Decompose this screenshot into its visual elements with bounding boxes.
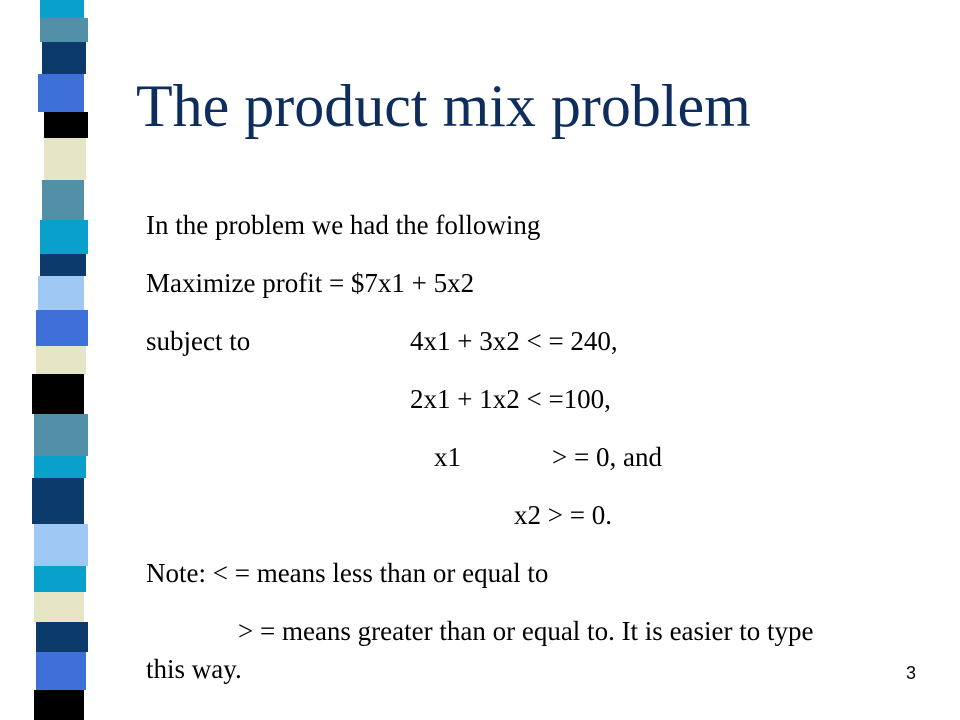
stripe-segment [40,220,88,254]
stripe-segment [34,414,88,456]
slide-number: 3 [906,663,917,683]
stripe-segment [34,690,84,720]
stripe-segment [32,478,84,524]
constraint-1: 4x1 + 3x2 < = 240, [410,326,618,356]
stripe-segment [34,524,88,566]
note-line-1: Note: < = means less than or equal to [146,558,549,588]
stripe-segment [36,622,88,652]
stripe-segment [44,138,86,180]
note-line-2: > = means greater than or equal to. It is easier to type [238,616,814,646]
stripe-segment [44,112,88,138]
subject-to-label: subject to [146,326,251,356]
stripe-segment [42,42,86,74]
stripe-segment [36,652,86,690]
stripe-segment [36,310,88,346]
stripe-segment [34,566,86,592]
constraint-2: 2x1 + 1x2 < =100, [410,384,611,414]
stripe-segment [34,456,86,478]
stripe-segment [40,18,88,42]
stripe-segment [36,346,86,374]
intro-text: In the problem we had the following [146,210,541,240]
constraint-3-variable: x1 [434,442,461,472]
constraint-3-relation: > = 0, and [552,442,662,472]
stripe-segment [38,276,84,310]
objective-function: Maximize profit = $7x1 + 5x2 [146,268,475,298]
slide-title: The product mix problem [136,73,751,139]
stripe-segment [32,374,84,414]
stripe-segment [42,180,84,220]
constraint-4: x2 > = 0. [514,500,612,530]
note-line-3: this way. [146,654,242,684]
stripe-graphic [0,0,110,720]
stripe-segment [38,74,84,112]
stripe-segment [40,254,86,276]
decorative-stripe-bar [0,0,110,720]
stripe-segment [40,0,84,18]
stripe-segment [34,592,84,622]
